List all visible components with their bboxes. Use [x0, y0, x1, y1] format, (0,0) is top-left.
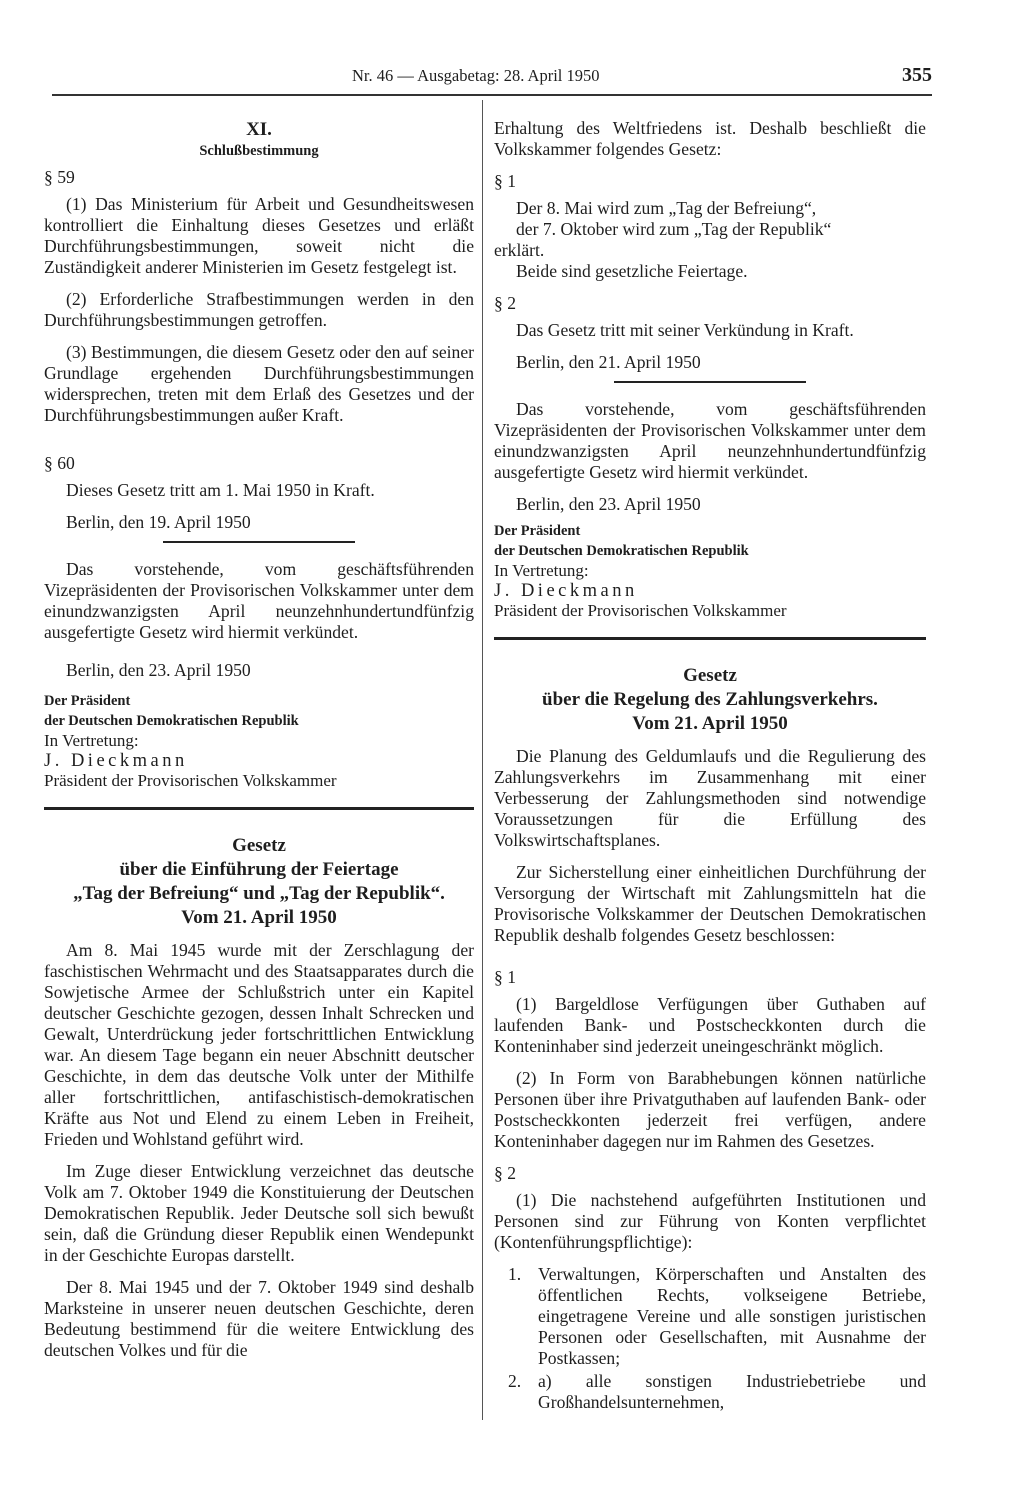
paragraph-text: Beide sind gesetzliche Feiertage. [516, 261, 748, 281]
law-date: Vom 21. April 1950 [181, 907, 337, 928]
list-item [494, 1371, 926, 1413]
paragraph-text: erklärt. [494, 240, 545, 260]
page-number: 355 [902, 64, 932, 86]
short-rule [614, 381, 806, 383]
paragraph-heading: § 1 [494, 967, 516, 987]
signature-role: Präsident der Provisorischen Volkskammer [494, 601, 787, 620]
date-line: Berlin, den 23. April 1950 [516, 494, 701, 514]
paragraph-heading: § 2 [494, 1163, 516, 1183]
signature-role: Präsident der Provisorischen Volkskammer [44, 771, 337, 790]
section-rule [494, 637, 926, 640]
list-text: Verwaltungen, Körperschaften und Anstalten des öffentlichen Rechts, volkseigene Betriebe, eingetragene Vereine und alle sonstigen juristischen Personen oder Gesellschaften, mit Ausnahme der Postkassen; [538, 1264, 926, 1368]
law-title: Gesetz [232, 835, 286, 856]
law-text: Die Planung des Geldumlaufs und die Regulierung des Zahlungsverkehrs im Zusammenhang mit einer Verbesserung der Zahlungsmethoden sind notwendige Voraussetzungen für die Erfüllung des Volkswirtschaftsplanes. [494, 746, 926, 850]
section-title: Schlußbestimmung [199, 143, 319, 159]
paragraph-text: (2) In Form von Barabhebungen können natürliche Personen über ihre Privatguthaben auf laufenden Bank- oder Postscheckkonten jederzeit frei verfügen, andere Konteninhaber dagegen nur im Rahmen des Gesetzes. [494, 1068, 926, 1151]
left-column [44, 118, 474, 1372]
header-rule [52, 94, 932, 96]
signature-title: Der Präsident [44, 693, 131, 709]
paragraph-heading: § 1 [494, 171, 516, 191]
law-title: über die Einführung der Feiertage [119, 859, 399, 880]
section-number: XI. [246, 119, 272, 140]
right-column [494, 118, 926, 1415]
signature-name: J. Dieckmann [44, 751, 188, 771]
section-rule [44, 807, 474, 810]
list-text: a) alle sonstigen Industriebetriebe und Großhandelsunternehmen, [538, 1371, 926, 1412]
date-line: Berlin, den 21. April 1950 [516, 352, 701, 372]
continuation-text: Erhaltung des Weltfriedens ist. Deshalb beschließt die Volkskammer folgendes Gesetz: [494, 118, 926, 159]
list-item [494, 1264, 926, 1369]
law-title: Gesetz [683, 665, 737, 686]
paragraph-text: Das Gesetz tritt mit seiner Verkündung in Kraft. [516, 320, 854, 340]
list-number: 1. [508, 1264, 522, 1284]
paragraph-heading: § 2 [494, 293, 516, 313]
promulgation-text: Das vorstehende, vom geschäftsführenden Vizepräsidenten der Provisorischen Volkskammer unter dem einundzwanzigsten April neunzehnhundertundfünfzig ausgefertigte Gesetz wird hiermit verkündet. [494, 399, 926, 482]
law-text: Am 8. Mai 1945 wurde mit der Zerschlagung der faschistischen Wehrmacht und des Staatsapparates durch die Sowjetische Armee der Schlußstrich unter ein Kapitel deutscher Geschichte gezogen, dessen Inhalt Schrecken und Gewalt, Unterdrückung jeder fortschrittlichen Entwicklung war. An diesem Tage begann ein neuer Abschnitt deutscher Geschichte, in dem das deutsche Volk unter der Mithilfe aller fortschrittlichen, antifaschistisch-demokratischen Kräfte aus Not und Elend zu einem Leben in Freiheit, Frieden und Wohlstand geführt wird. [44, 940, 474, 1149]
signature-representation: In Vertretung: [494, 561, 589, 580]
signature-title: Der Präsident [494, 523, 581, 539]
law-text: Zur Sicherstellung einer einheitlichen Durchführung der Versorgung der Wirtschaft mit Zahlungsmitteln hat die Provisorische Volkskammer der Deutschen Demokratischen Republik deshalb folgendes Gesetz beschlossen: [494, 862, 926, 945]
law-title: „Tag der Befreiung“ und „Tag der Republik“. [73, 883, 445, 904]
page-header [52, 66, 932, 92]
signature-title: der Deutschen Demokratischen Republik [494, 543, 749, 559]
paragraph-text: Dieses Gesetz tritt am 1. Mai 1950 in Kraft. [66, 480, 375, 500]
paragraph-text: (3) Bestimmungen, die diesem Gesetz oder den auf seiner Grundlage ergehenden Durchführungsbestimmungen widersprechen, treten mit dem Erlaß des Gesetzes und der Durchführungsbestimmungen außer Kraft. [44, 342, 474, 425]
paragraph-text: (1) Bargeldlose Verfügungen über Guthaben auf laufenden Bank- und Postscheckkonten durch die Konteninhaber sind jederzeit uneingeschränkt möglich. [494, 994, 926, 1056]
list-number: 2. [508, 1371, 522, 1391]
law-title: über die Regelung des Zahlungsverkehrs. [542, 689, 878, 710]
column-divider [482, 100, 483, 1420]
paragraph-text: (1) Das Ministerium für Arbeit und Gesundheitswesen kontrolliert die Einhaltung dieses Gesetzes und erläßt Durchführungsbestimmungen, soweit nicht die Zuständigkeit anderer Ministerien im Gesetz festgelegt ist. [44, 194, 474, 277]
signature-name: J. Dieckmann [494, 581, 638, 601]
signature-title: der Deutschen Demokratischen Republik [44, 713, 299, 729]
paragraph-text: der 7. Oktober wird zum „Tag der Republik“ [516, 219, 832, 239]
signature-representation: In Vertretung: [44, 731, 139, 750]
issue-line: Nr. 46 — Ausgabetag: 28. April 1950 [352, 66, 600, 85]
paragraph-heading: § 59 [44, 167, 75, 187]
law-text: Im Zuge dieser Entwicklung verzeichnet das deutsche Volk am 7. Oktober 1949 die Konstituierung der Deutschen Demokratischen Republik. Jeder Deutsche soll sich bewußt sein, daß die Gründung dieser Republik einen Wendepunkt in der Geschichte Europas darstellt. [44, 1161, 474, 1265]
promulgation-text: Das vorstehende, vom geschäftsführenden Vizepräsidenten der Provisorischen Volkskammer unter dem einundzwanzigsten April neunzehnhundertundfünfzig ausgefertigte Gesetz wird hiermit verkündet. [44, 559, 474, 642]
law-text: Der 8. Mai 1945 und der 7. Oktober 1949 sind deshalb Marksteine in unserer neuen deutschen Geschichte, deren Bedeutung bestimmend für die weitere Entwicklung des deutschen Volkes und für die [44, 1277, 474, 1360]
paragraph-heading: § 60 [44, 453, 75, 473]
short-rule [163, 541, 355, 543]
paragraph-text: Der 8. Mai wird zum „Tag der Befreiung“, [516, 198, 817, 218]
paragraph-text: (1) Die nachstehend aufgeführten Institutionen und Personen sind zur Führung von Konten verpflichtet (Kontenführungspflichtige): [494, 1190, 926, 1252]
date-line: Berlin, den 23. April 1950 [66, 660, 251, 680]
date-line: Berlin, den 19. April 1950 [66, 512, 251, 532]
paragraph-text: (2) Erforderliche Strafbestimmungen werden in den Durchführungsbestimmungen getroffen. [44, 289, 474, 330]
law-date: Vom 21. April 1950 [632, 713, 788, 734]
